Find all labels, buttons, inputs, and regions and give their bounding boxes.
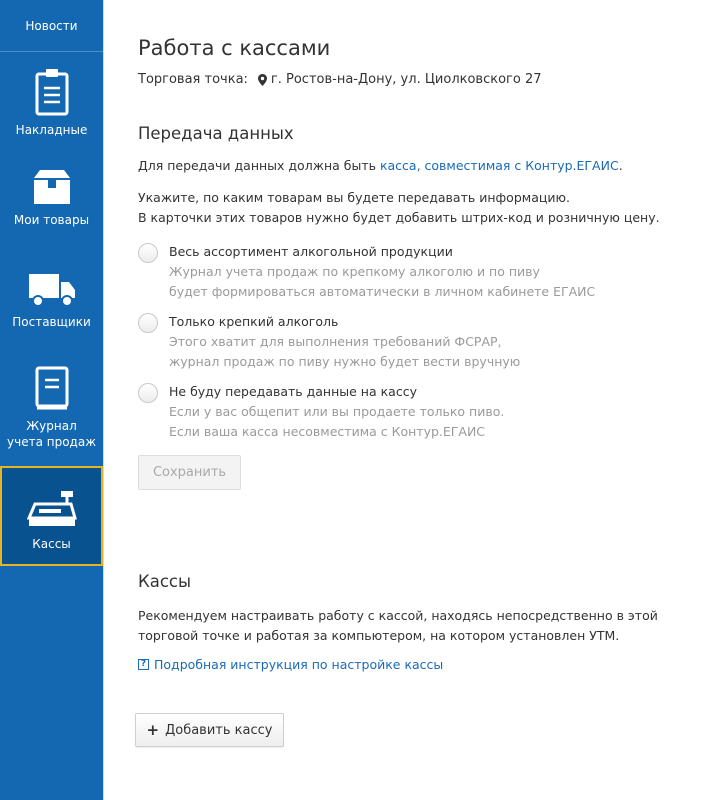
- sidebar-item-products[interactable]: [0, 168, 103, 234]
- sidebar-item-registers[interactable]: [0, 466, 103, 566]
- description-line: Журнал учета продаж по крепкому алкоголю и по пиву: [169, 264, 540, 279]
- sidebar-item-invoices[interactable]: [0, 68, 103, 144]
- sidebar-item-suppliers[interactable]: [0, 272, 103, 336]
- transfer-heading: Передача данных: [138, 124, 294, 143]
- description-line: Этого хватит для выполнения требований ФСРАР,: [169, 334, 502, 349]
- registers-text: [138, 606, 658, 646]
- sidebar: [0, 0, 103, 800]
- outlet-value: г. Ростов-на-Дону, ул. Циолковского 27: [270, 72, 542, 87]
- intro-suffix: .: [618, 158, 623, 173]
- outlet-label: Торговая точка:: [138, 72, 248, 87]
- book-icon: [34, 366, 70, 412]
- help-row: [138, 657, 443, 672]
- add-register-label: Добавить кассу: [165, 722, 273, 738]
- save-button[interactable]: Сохранить: [138, 455, 241, 490]
- registers-text-line: Рекомендуем настраивать работу с кассой, находясь непосредственно в этой: [138, 608, 658, 623]
- instruction-line: В карточки этих товаров нужно будет добавить штрих-код и розничную цену.: [138, 210, 660, 225]
- description-line: будет формироваться автоматически в личном кабинете ЕГАИС: [169, 284, 596, 299]
- outlet-info: [138, 72, 542, 87]
- cash-register-icon: [27, 490, 77, 528]
- description-line: Если у вас общепит или вы продаете только пиво.: [169, 404, 505, 419]
- description-line: журнал продаж по пиву нужно будет вести вручную: [169, 354, 521, 369]
- option-title: Весь ассортимент алкогольной продукции: [169, 244, 453, 259]
- intro-text: Для передачи данных должна быть: [138, 158, 380, 173]
- option-description: [169, 262, 595, 302]
- radio-button[interactable]: [138, 383, 158, 403]
- clipboard-icon: [35, 68, 69, 116]
- page-title: Работа с кассами: [138, 36, 331, 60]
- option-description: [169, 402, 504, 442]
- registers-heading: Кассы: [138, 572, 191, 591]
- compatible-register-link[interactable]: касса, совместимая с Контур.ЕГАИС: [379, 158, 619, 173]
- truck-icon: [27, 272, 77, 308]
- sidebar-item-news[interactable]: [0, 0, 103, 52]
- plus-icon: +: [146, 721, 160, 739]
- option-title: Не буду передавать данные на кассу: [169, 384, 417, 399]
- sidebar-item-label: Мои товары: [13, 213, 90, 227]
- radio-button[interactable]: [138, 313, 158, 333]
- option-description: [169, 332, 520, 372]
- sidebar-item-sales-journal[interactable]: [0, 366, 103, 458]
- setup-instruction-link[interactable]: Подробная инструкция по настройке кассы: [154, 657, 444, 672]
- sidebar-item-label: Журнал учета продаж: [7, 419, 96, 449]
- instruction-line: Укажите, по каким товарам вы будете передавать информацию.: [138, 190, 570, 205]
- location-pin-icon: [258, 74, 267, 86]
- transfer-intro: [138, 156, 623, 176]
- description-line: Если ваша касса несовместима с Контур.ЕГАИС: [169, 424, 486, 439]
- main-content: [103, 0, 710, 800]
- sidebar-item-label: Новости: [25, 18, 78, 33]
- transfer-instruction: [138, 188, 660, 228]
- help-icon: ?: [138, 659, 149, 670]
- radio-button[interactable]: [138, 243, 158, 263]
- sidebar-item-label: Поставщики: [12, 315, 91, 329]
- sidebar-item-label: Накладные: [15, 123, 88, 137]
- add-register-button[interactable]: [135, 713, 284, 747]
- registers-text-line: торговой точке и работая за компьютером, на котором установлен УТМ.: [138, 628, 620, 643]
- option-title: Только крепкий алкоголь: [169, 314, 339, 329]
- box-icon: [30, 168, 74, 206]
- sidebar-item-label: Кассы: [32, 537, 71, 551]
